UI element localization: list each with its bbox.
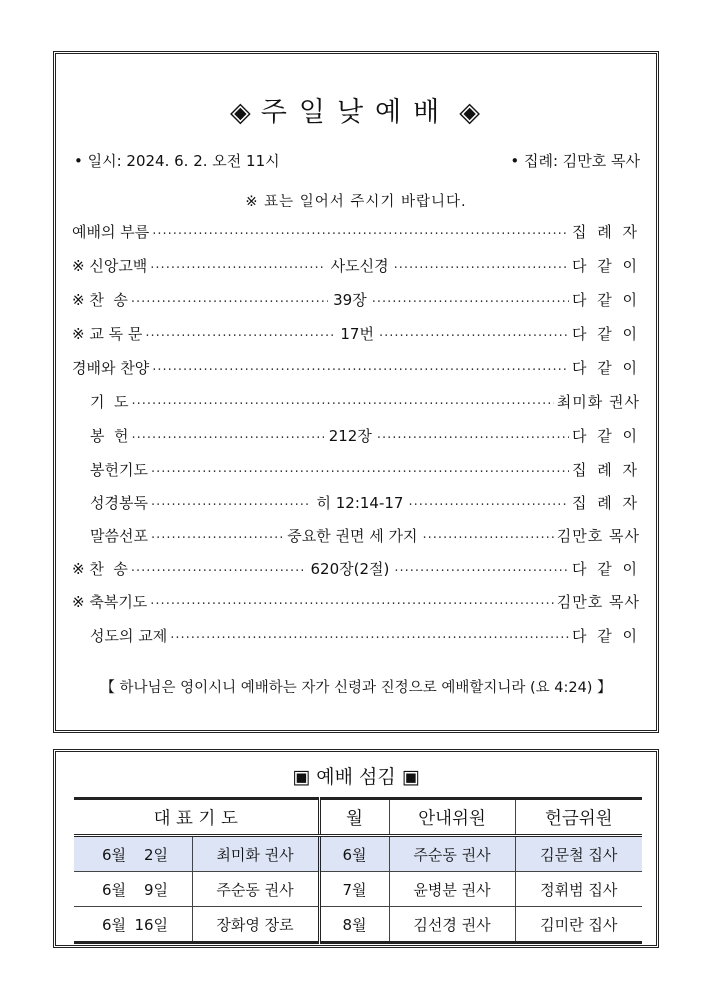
order-item-detail: 사도신경 — [330, 256, 389, 275]
table-row — [74, 907, 642, 943]
order-item-label: ※ 찬 송 — [72, 290, 128, 309]
order-item — [72, 557, 640, 579]
table-row — [74, 872, 642, 907]
order-item-leader: 김만호 목사 — [556, 592, 640, 611]
prayer-date — [74, 872, 192, 907]
leader-dots — [132, 390, 554, 412]
leader-dots — [151, 491, 312, 513]
roster-title: ▣ 예배 섬김 ▣ — [292, 766, 420, 788]
table-row — [74, 836, 642, 872]
roster-month: 8월 — [319, 907, 389, 943]
order-item-label: 경배와 찬양 — [72, 358, 150, 377]
header-usher: 안내위원 — [389, 799, 515, 836]
order-item-label: ※ 찬 송 — [72, 559, 128, 578]
order-item-leader: 김만호 목사 — [556, 526, 640, 545]
order-item-label: 봉헌기도 — [90, 460, 148, 479]
order-item-leader: 다 같 이 — [571, 256, 640, 275]
order-item — [72, 356, 640, 378]
order-item-leader: 다 같 이 — [571, 358, 640, 377]
usher-name: 주순동 권사 — [389, 836, 515, 872]
leader-dots — [170, 624, 569, 646]
prayer-date — [74, 836, 192, 872]
order-item-detail: 212장 — [328, 426, 372, 445]
prayer-month: 6월 — [102, 880, 127, 899]
roster-header-row — [74, 799, 642, 836]
order-item-leader: 집 례 자 — [571, 460, 640, 479]
order-item-detail: 39장 — [333, 290, 367, 309]
order-item — [72, 458, 640, 480]
order-item-detail: 17번 — [340, 324, 374, 343]
leader-dots — [151, 524, 282, 546]
header-prayer: 대 표 기 도 — [74, 799, 319, 836]
order-item — [72, 254, 640, 276]
title-text: 주일낮예배 — [260, 97, 452, 128]
header-offering: 헌금위원 — [515, 799, 642, 836]
leader-dots — [377, 424, 569, 446]
order-item-label: ※ 교 독 문 — [72, 324, 143, 343]
prayer-day: 16일 — [134, 915, 169, 934]
service-date: • 일시: 2024. 6. 2. 오전 11시 — [74, 152, 280, 170]
leader-dots — [151, 458, 569, 480]
order-item — [72, 288, 640, 310]
order-item-label: 성경봉독 — [90, 493, 148, 512]
order-item — [72, 220, 640, 242]
order-item — [72, 424, 640, 446]
service-presider: • 집례: 김만호 목사 — [510, 152, 640, 170]
leader-dots — [132, 424, 324, 446]
order-item-label: ※ 축복기도 — [72, 592, 148, 611]
order-item-leader: 다 같 이 — [571, 426, 640, 445]
leader-dots — [145, 322, 335, 344]
leader-dots — [394, 254, 569, 276]
worship-order-box — [53, 51, 659, 733]
scripture-verse: 【 하나님은 영이시니 예배하는 자가 신령과 진정으로 예배할지니라 (요 4:24) 】 — [100, 680, 612, 696]
header-month: 월 — [319, 799, 389, 836]
prayer-leader: 최미화 권사 — [192, 836, 319, 872]
prayer-date — [74, 907, 192, 943]
order-item-leader: 다 같 이 — [571, 559, 640, 578]
leader-dots — [408, 491, 569, 513]
leader-dots — [131, 288, 328, 310]
order-item-leader: 다 같 이 — [571, 626, 640, 645]
usher-name: 김선경 권사 — [389, 907, 515, 943]
order-item-leader: 최미화 권사 — [556, 392, 640, 411]
roster-month: 6월 — [319, 836, 389, 872]
order-item-label: ※ 신앙고백 — [72, 256, 148, 275]
leader-dots — [394, 557, 569, 579]
order-item — [72, 491, 640, 513]
usher-name: 윤병분 권사 — [389, 872, 515, 907]
prayer-leader: 주순동 권사 — [192, 872, 319, 907]
offering-name: 김문철 집사 — [515, 836, 642, 872]
service-roster-box — [53, 749, 659, 948]
diamond-right-icon: ◈ — [459, 97, 482, 128]
leader-dots — [152, 356, 569, 378]
leader-dots — [150, 590, 553, 612]
order-item — [72, 390, 640, 412]
leader-dots — [131, 557, 306, 579]
offering-name: 김미란 집사 — [515, 907, 642, 943]
page-title — [56, 90, 656, 129]
order-item-detail: 620장(2절) — [310, 559, 390, 578]
order-item — [72, 322, 640, 344]
order-item — [72, 624, 640, 646]
order-item-label: 봉 헌 — [90, 426, 129, 445]
order-item-label: 예배의 부름 — [72, 222, 150, 241]
order-item-leader: 다 같 이 — [571, 290, 640, 309]
leader-dots — [152, 220, 569, 242]
diamond-left-icon: ◈ — [230, 97, 253, 128]
prayer-month: 6월 — [102, 845, 127, 864]
leader-dots — [372, 288, 569, 310]
order-item-label: 말씀선포 — [90, 526, 148, 545]
offering-name: 정휘범 집사 — [515, 872, 642, 907]
leader-dots — [422, 524, 553, 546]
order-item-label: 기 도 — [90, 392, 129, 411]
prayer-leader: 장화영 장로 — [192, 907, 319, 943]
prayer-day: 2일 — [144, 845, 169, 864]
prayer-day: 9일 — [144, 880, 169, 899]
order-item — [72, 590, 640, 612]
roster-month: 7월 — [319, 872, 389, 907]
roster-table — [74, 797, 642, 944]
order-item-leader: 다 같 이 — [571, 324, 640, 343]
order-item — [72, 524, 640, 546]
order-item-leader: 집 례 자 — [571, 222, 640, 241]
leader-dots — [379, 322, 569, 344]
order-item-leader: 집 례 자 — [571, 493, 640, 512]
standing-notice: ※ 표는 일어서 주시기 바랍니다. — [245, 194, 467, 210]
order-item-label: 성도의 교제 — [90, 626, 168, 645]
prayer-month: 6월 — [102, 915, 127, 934]
order-item-detail: 히 12:14-17 — [316, 493, 404, 512]
order-item-detail: 중요한 권면 세 가지 — [287, 526, 418, 545]
leader-dots — [150, 254, 325, 276]
